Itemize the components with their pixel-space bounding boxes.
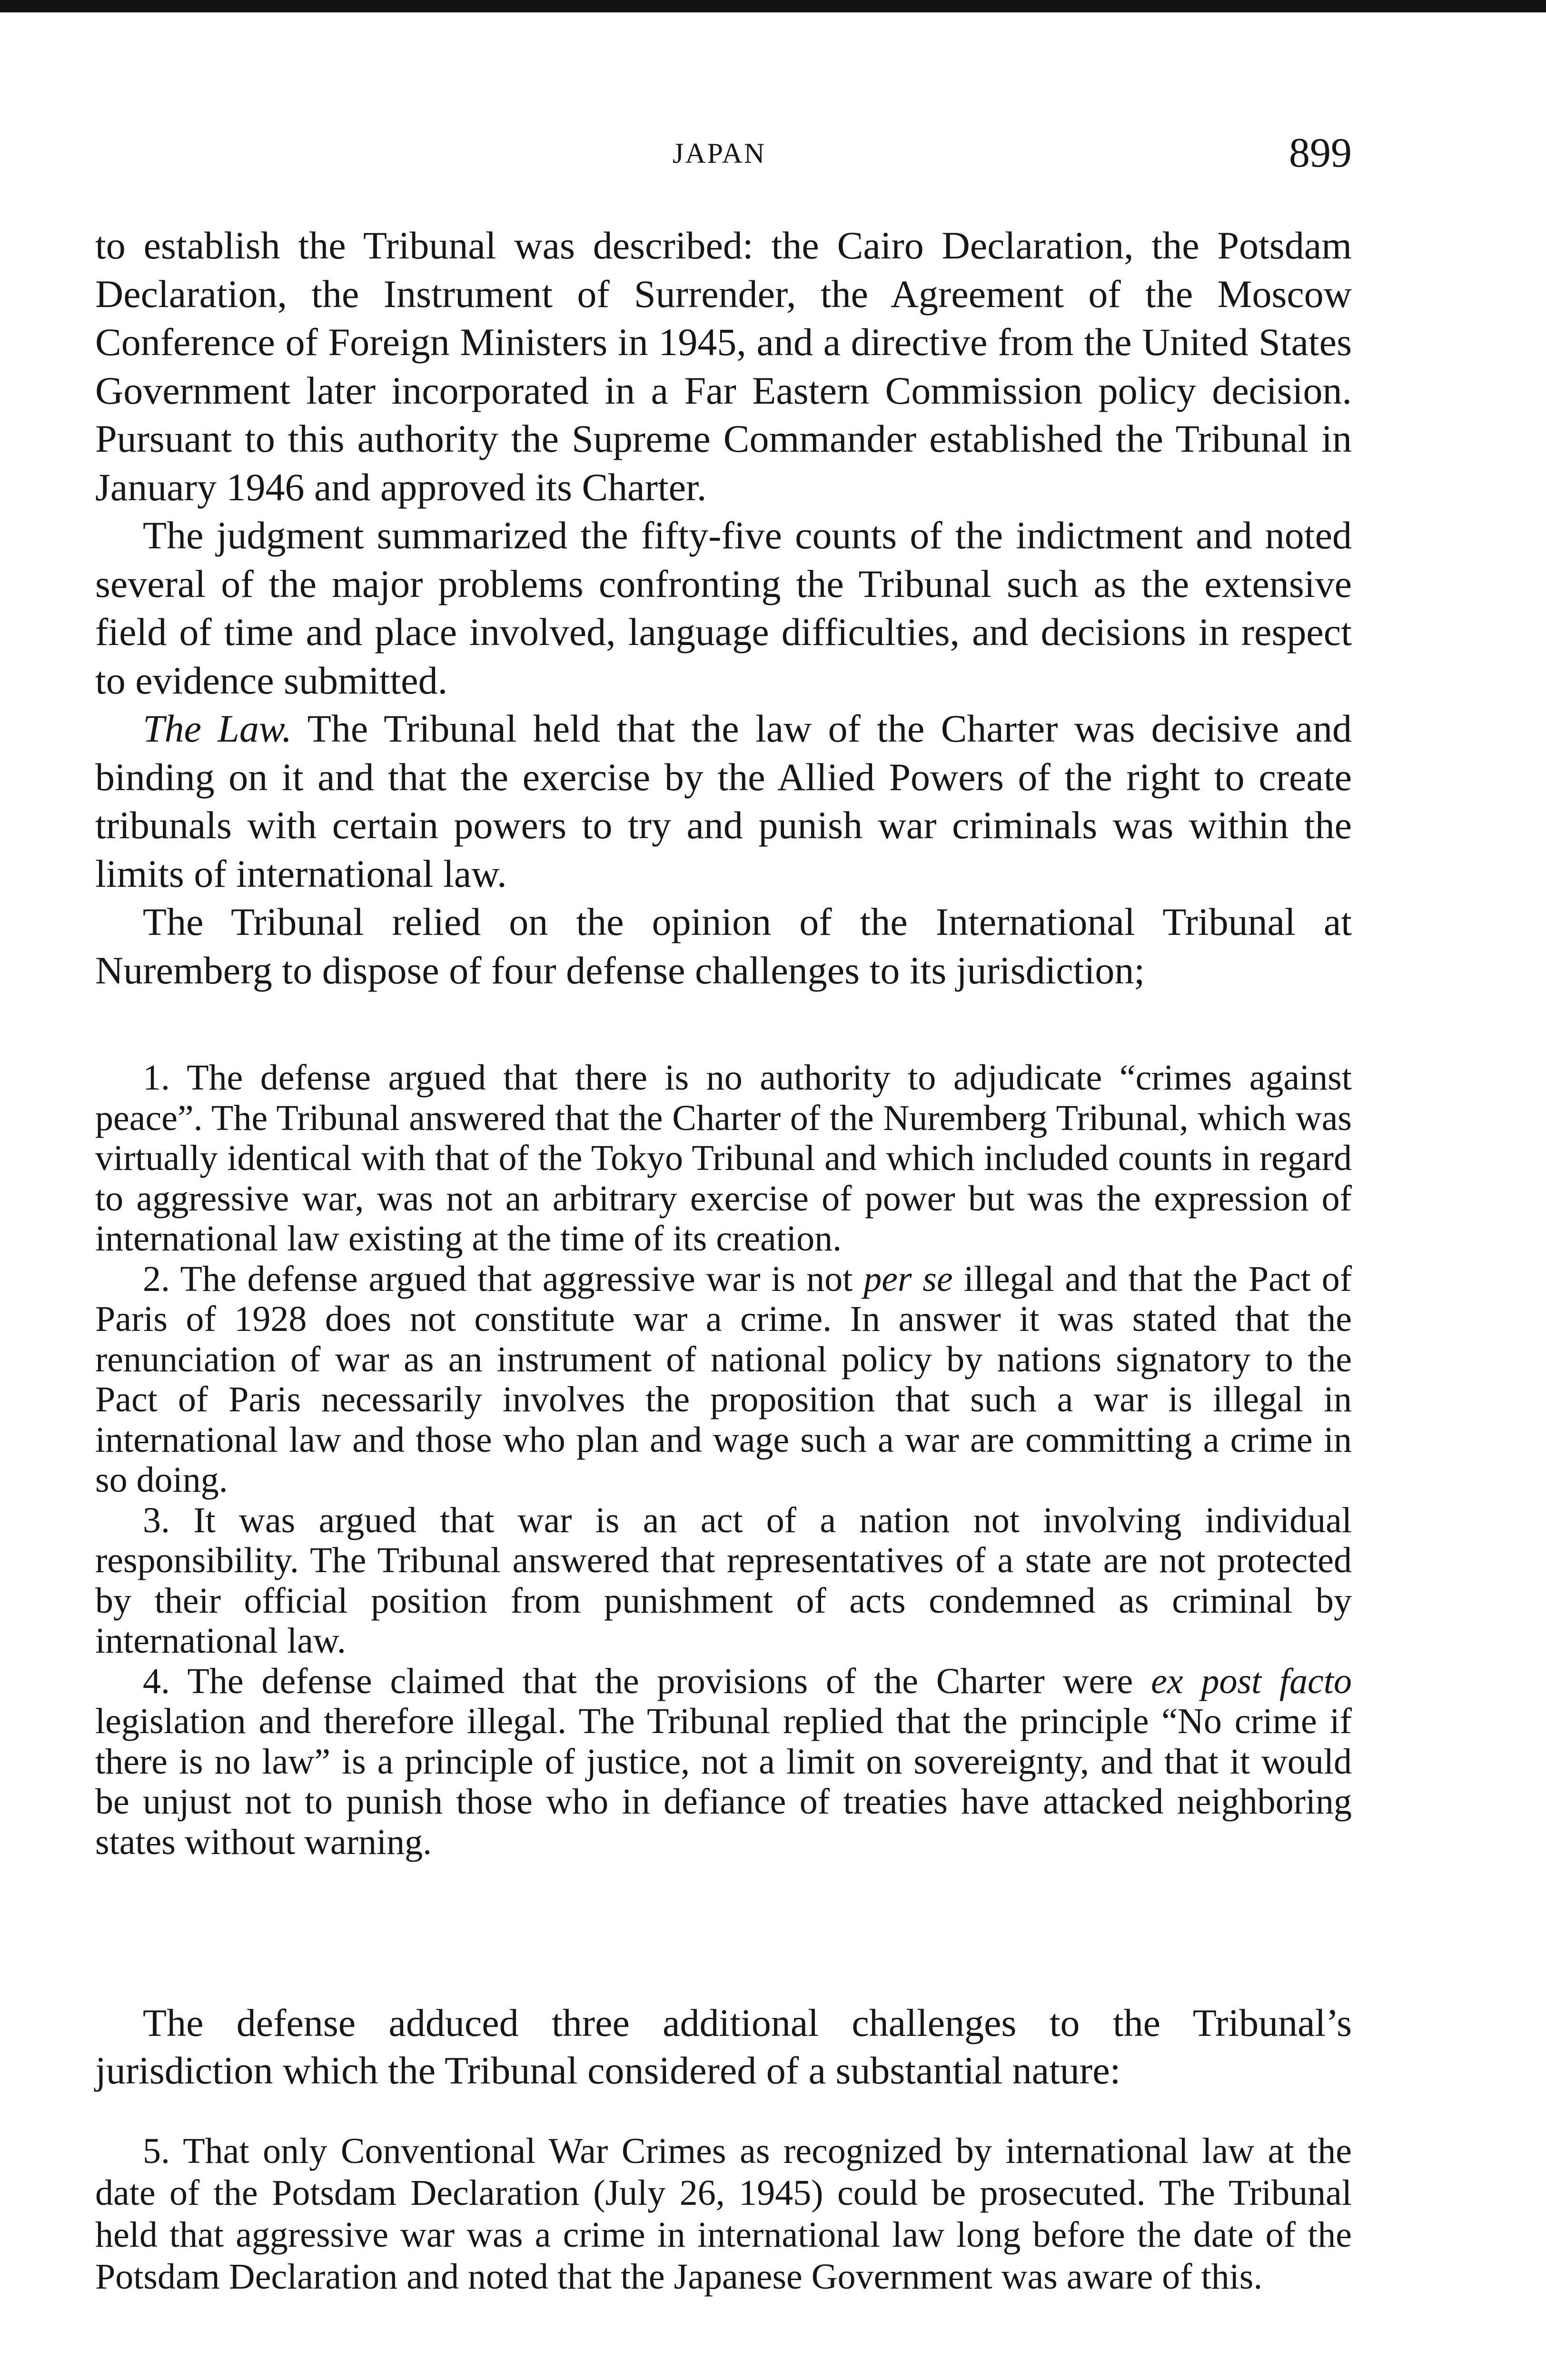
paragraph-the-law: [95, 704, 1352, 898]
additional-challenges-list: [95, 2130, 1352, 2298]
page-top-border: [0, 0, 1546, 12]
paragraph-nuremberg-opinion: The Tribunal relied on the opinion of the International Tribunal at Nuremberg to dispose of four defense challenges to its jurisdiction;: [95, 900, 1352, 992]
paragraph-additional-challenges: The defense adduced three additional challenges to the Tribunal’s jurisdiction which the Tribunal considered of a substantial nature:: [95, 2001, 1352, 2092]
running-title: JAPAN: [673, 138, 766, 169]
paragraph-tribunal-establishment: to establish the Tribunal was described: the Cairo Declaration, the Potsdam Declaration, the Instrument of Surrender, the Agreement of the Moscow Conference of Foreign Ministers in 1945, and a directive from the United States Government later incorporated in a Far Eastern Commission policy decision. Pursuant to this authority the Supreme Commander established the Tribunal in January 1946 and approved its Charter.: [95, 224, 1352, 509]
challenge-4-text-b: legislation and therefore illegal. The Tribunal replied that the principle “No crime if there is no law” is a principle of justice, not a limit on sovereignty, and that it would be unjust not to punish those who in defiance of treaties have attacked neighboring states without warning.: [95, 1701, 1352, 1862]
defense-challenges-list: [95, 1058, 1352, 1862]
challenge-item-2: [95, 1259, 1352, 1500]
main-text: [95, 221, 1352, 994]
challenge-2-italic: per se: [863, 1259, 953, 1299]
paragraph-judgment-summary: The judgment summarized the fifty-five counts of the indictment and noted several of the major problems confronting the Tribunal such as the extensive field of time and place involved, language difficulties, and decisions in respect to evidence submitted.: [95, 514, 1352, 702]
challenge-item-4: [95, 1661, 1352, 1863]
challenge-item-1: 1. The defense argued that there is no authority to adjudicate “crimes against peace”. The Tribunal answered that the Charter of the Nuremberg Tribunal, which was virtually identical with that of the Tokyo Tribunal and which included counts in regard to aggressive war, was not an arbitrary exercise of power but was the expression of international law existing at the time of its creation.: [95, 1058, 1352, 1259]
challenge-2-text-b: illegal and that the Pact of Paris of 1928 does not constitute war a crime. In answer it was stated that the renunciation of war as an instrument of national policy by nations signatory to the Pact of Paris necessarily involves the proposition that such a war is illegal in international law and those who plan and wage such a war are committing a crime in so doing.: [95, 1259, 1352, 1500]
challenge-item-5: 5. That only Conventional War Crimes as recognized by international law at the date of the Potsdam Declaration (July 26, 1945) could be prosecuted. The Tribunal held that aggressive war was a crime in international law long before the date of the Potsdam Declaration and noted that the Japanese Government was aware of this.: [95, 2131, 1352, 2297]
challenge-2-text-a: 2. The defense argued that aggressive war is not: [143, 1259, 864, 1299]
additional-challenges-intro: [95, 1999, 1352, 2094]
the-law-text: The Tribunal held that the law of the Charter was decisive and binding on it and that the exercise by the Allied Powers of the right to create tribunals with certain powers to try and punish war criminals was within the limits of international law.: [95, 707, 1352, 895]
challenge-4-italic: ex post facto: [1151, 1661, 1352, 1701]
page-number: 899: [1289, 130, 1352, 176]
challenge-item-3: 3. It was argued that war is an act of a nation not involving individual responsibility. The Tribunal answered that representatives of a state are not protected by their official position from punishment of acts condemned as criminal by international law.: [95, 1500, 1352, 1661]
section-heading-the-law: The Law.: [143, 707, 292, 750]
challenge-4-text-a: 4. The defense claimed that the provisions of the Charter were: [143, 1661, 1151, 1701]
